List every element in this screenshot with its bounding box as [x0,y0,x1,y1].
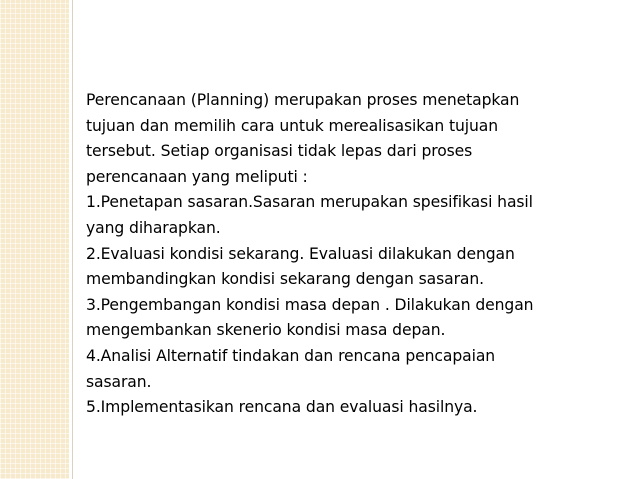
text-line: mengembankan skenerio kondisi masa depan. [86,321,446,340]
text-line: 4.Analisi Alternatif tindakan dan rencana pencapaian [86,346,496,365]
text-line: tersebut. Setiap organisasi tidak lepas dari proses [86,142,473,161]
text-line: yang diharapkan. [86,218,221,237]
side-panel-divider [72,0,73,479]
text-line: 2.Evaluasi kondisi sekarang. Evaluasi dilakukan dengan [86,244,515,263]
text-line: 3.Pengembangan kondisi masa depan . Dilakukan dengan [86,295,534,314]
text-line: 5.Implementasikan rencana dan evaluasi hasilnya. [86,398,478,417]
decorative-side-panel [0,0,69,479]
text-line: Perencanaan (Planning) merupakan proses menetapkan [86,91,520,109]
text-line: membandingkan kondisi sekarang dengan sasaran. [86,270,484,289]
slide-body-text [86,88,626,421]
text-line: sasaran. [86,372,152,391]
text-line: tujuan dan memilih cara untuk merealisasikan tujuan [86,116,499,135]
text-line: perencanaan yang meliputi : [86,167,308,186]
text-line: 1.Penetapan sasaran.Sasaran merupakan spesifikasi hasil [86,193,533,212]
